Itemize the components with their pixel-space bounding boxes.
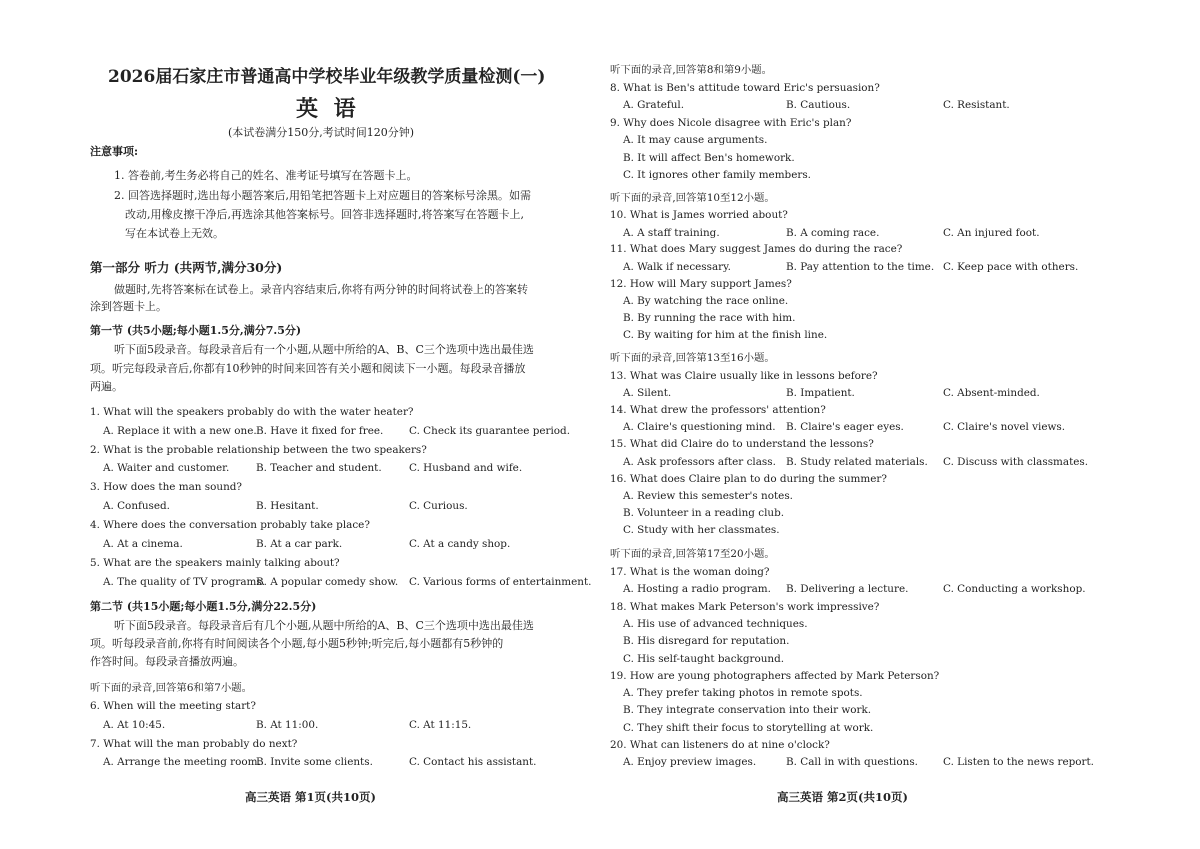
option-a: A. Hosting a radio program.: [623, 583, 771, 595]
option-b: B. A popular comedy show.: [256, 576, 399, 588]
question-9: 9. Why does Nicole disagree with Eric's plan?: [610, 117, 852, 129]
note-2-line-1: 2. 回答选择题时,选出每小题答案后,用铅笔把答题卡上对应题目的答案标号涂黑。如需: [114, 189, 531, 202]
question-7-options: [103, 755, 573, 769]
part1-intro-line-2: 涂到答题卡上。: [90, 300, 167, 313]
option-b: B. Call in with questions.: [786, 756, 918, 768]
option-c: C. They shift their focus to storytelling at work.: [623, 722, 874, 734]
question-3-options: [103, 499, 573, 513]
question-14-options: [623, 420, 1143, 434]
option-a: A. Grateful.: [623, 99, 685, 111]
section1-heading: 第一节 (共5小题;每小题1.5分,满分7.5分): [90, 324, 302, 337]
section2-line-3: 作答时间。每段录音播放两遍。: [90, 655, 244, 668]
option-c: C. At a candy shop.: [409, 538, 511, 550]
question-6-options: [103, 718, 573, 732]
option-a: A. Silent.: [623, 387, 672, 399]
option-c: C. Conducting a workshop.: [943, 583, 1086, 595]
question-4: 4. Where does the conversation probably take place?: [90, 519, 370, 531]
option-a: A. It may cause arguments.: [623, 134, 768, 146]
exam-info: (本试卷满分150分,考试时间120分钟): [228, 126, 415, 139]
section1-line-3: 两遍。: [90, 380, 123, 393]
option-b: B. Cautious.: [786, 99, 851, 111]
option-a: A. The quality of TV programs.: [103, 576, 266, 588]
option-a: A. Ask professors after class.: [623, 456, 776, 468]
option-c: C. Claire's novel views.: [943, 421, 1066, 433]
question-17: 17. What is the woman doing?: [610, 566, 770, 578]
option-b: B. Impatient.: [786, 387, 855, 399]
question-15: 15. What did Claire do to understand the lessons?: [610, 438, 874, 450]
question-5-options: [103, 575, 592, 589]
section2-heading: 第二节 (共15小题;每小题1.5分,满分22.5分): [90, 600, 317, 613]
option-c: C. At 11:15.: [409, 719, 472, 731]
option-a: A. At 10:45.: [103, 719, 166, 731]
page-footer: 高三英语 第1页(共10页): [245, 790, 376, 804]
option-c: C. Curious.: [409, 500, 468, 512]
question-5: 5. What are the speakers mainly talking about?: [90, 557, 340, 569]
option-b: B. Teacher and student.: [256, 462, 382, 474]
question-12: 12. How will Mary support James?: [610, 278, 792, 290]
question-20-options: [623, 755, 1143, 769]
option-a: A. At a cinema.: [103, 538, 183, 550]
option-c: C. Check its guarantee period.: [409, 425, 570, 437]
question-16: 16. What does Claire plan to do during the summer?: [610, 473, 887, 485]
option-a: A. Enjoy preview images.: [623, 756, 757, 768]
option-a: A. They prefer taking photos in remote spots.: [623, 687, 863, 699]
option-b: B. A coming race.: [786, 227, 880, 239]
listen-instruction-8-9: 听下面的录音,回答第8和第9小题。: [610, 64, 772, 76]
section2-line-2: 项。听每段录音前,你将有时间阅读各个小题,每小题5秒钟;听完后,每小题都有5秒钟的: [90, 637, 504, 650]
section1-line-1: 听下面5段录音。每段录音后有一个小题,从题中所给的A、B、C三个选项中选出最佳选: [114, 343, 534, 356]
listen-instruction-6-7: 听下面的录音,回答第6和第7小题。: [90, 682, 252, 694]
option-a: A. Confused.: [103, 500, 170, 512]
page-footer: 高三英语 第2页(共10页): [777, 790, 908, 804]
question-2-options: [103, 461, 573, 475]
option-b: B. Hesitant.: [256, 500, 319, 512]
option-c: C. Absent-minded.: [943, 387, 1040, 399]
section1-line-2: 项。听完每段录音后,你都有10秒钟的时间来回答有关小题和阅读下一小题。每段录音播放: [90, 362, 526, 375]
listen-instruction-10-12: 听下面的录音,回答第10至12小题。: [610, 192, 775, 204]
option-a: A. His use of advanced techniques.: [623, 618, 808, 630]
exam-title: 2026届石家庄市普通高中学校毕业年级教学质量检测(一): [108, 67, 546, 87]
question-17-options: [623, 582, 1143, 596]
question-11-options: [623, 260, 1143, 274]
option-b: B. Study related materials.: [786, 456, 928, 468]
part1-intro-line-1: 做题时,先将答案标在试卷上。录音内容结束后,你将有两分钟的时间将试卷上的答案转: [114, 283, 528, 296]
option-b: B. They integrate conservation into their work.: [623, 704, 872, 716]
notes-heading: 注意事项:: [90, 145, 139, 158]
question-6: 6. When will the meeting start?: [90, 700, 256, 712]
option-c: C. Discuss with classmates.: [943, 456, 1089, 468]
option-c: C. Listen to the news report.: [943, 756, 1094, 768]
question-3: 3. How does the man sound?: [90, 481, 242, 493]
option-b: B. Invite some clients.: [256, 756, 373, 768]
part1-heading: 第一部分 听力 (共两节,满分30分): [90, 260, 283, 275]
question-4-options: [103, 537, 573, 551]
question-14: 14. What drew the professors' attention?: [610, 404, 826, 416]
question-8-options: [623, 98, 1143, 112]
question-13-options: [623, 386, 1143, 400]
option-b: B. By running the race with him.: [623, 312, 796, 324]
question-20: 20. What can listeners do at nine o'clock?: [610, 739, 830, 751]
note-1: 1. 答卷前,考生务必将自己的姓名、准考证号填写在答题卡上。: [114, 169, 418, 182]
option-a: A. Replace it with a new one.: [103, 425, 257, 437]
question-8: 8. What is Ben's attitude toward Eric's persuasion?: [610, 82, 880, 94]
option-c: C. It ignores other family members.: [623, 169, 811, 181]
question-1: 1. What will the speakers probably do with the water heater?: [90, 406, 414, 418]
question-2: 2. What is the probable relationship between the two speakers?: [90, 444, 427, 456]
option-a: A. By watching the race online.: [623, 295, 789, 307]
page-2: [600, 0, 1200, 849]
question-15-options: [623, 455, 1143, 469]
question-10: 10. What is James worried about?: [610, 209, 788, 221]
option-a: A. A staff training.: [623, 227, 720, 239]
option-c: C. Keep pace with others.: [943, 261, 1079, 273]
note-2-line-3: 写在本试卷上无效。: [125, 227, 224, 240]
option-a: A. Claire's questioning mind.: [623, 421, 776, 433]
note-2-line-2: 改动,用橡皮擦干净后,再选涂其他答案标号。回答非选择题时,将答案写在答题卡上,: [125, 208, 524, 221]
option-c: C. By waiting for him at the finish line.: [623, 329, 828, 341]
option-b: B. Volunteer in a reading club.: [623, 507, 785, 519]
option-c: C. An injured foot.: [943, 227, 1040, 239]
option-c: C. His self-taught background.: [623, 653, 785, 665]
question-18: 18. What makes Mark Peterson's work impressive?: [610, 601, 880, 613]
option-c: C. Resistant.: [943, 99, 1010, 111]
question-19: 19. How are young photographers affected by Mark Peterson?: [610, 670, 940, 682]
option-a: A. Waiter and customer.: [103, 462, 230, 474]
option-b: B. At 11:00.: [256, 719, 319, 731]
listen-instruction-17-20: 听下面的录音,回答第17至20小题。: [610, 548, 775, 560]
option-b: B. His disregard for reputation.: [623, 635, 790, 647]
subject-title: 英 语: [296, 96, 360, 122]
option-b: B. Pay attention to the time.: [786, 261, 935, 273]
option-b: B. Delivering a lecture.: [786, 583, 909, 595]
option-b: B. Claire's eager eyes.: [786, 421, 904, 433]
option-c: C. Contact his assistant.: [409, 756, 537, 768]
option-a: A. Review this semester's notes.: [623, 490, 793, 502]
question-10-options: [623, 226, 1143, 240]
section2-line-1: 听下面5段录音。每段录音后有几个小题,从题中所给的A、B、C三个选项中选出最佳选: [114, 619, 534, 632]
listen-instruction-13-16: 听下面的录音,回答第13至16小题。: [610, 352, 775, 364]
question-7: 7. What will the man probably do next?: [90, 738, 298, 750]
option-a: A. Arrange the meeting room.: [103, 756, 261, 768]
option-b: B. At a car park.: [256, 538, 343, 550]
option-c: C. Husband and wife.: [409, 462, 523, 474]
option-c: C. Various forms of entertainment.: [409, 576, 592, 588]
question-11: 11. What does Mary suggest James do during the race?: [610, 243, 903, 255]
option-b: B. Have it fixed for free.: [256, 425, 384, 437]
option-b: B. It will affect Ben's homework.: [623, 152, 795, 164]
question-13: 13. What was Claire usually like in lessons before?: [610, 370, 878, 382]
option-c: C. Study with her classmates.: [623, 524, 780, 536]
question-1-options: [103, 424, 573, 438]
option-a: A. Walk if necessary.: [623, 261, 731, 273]
